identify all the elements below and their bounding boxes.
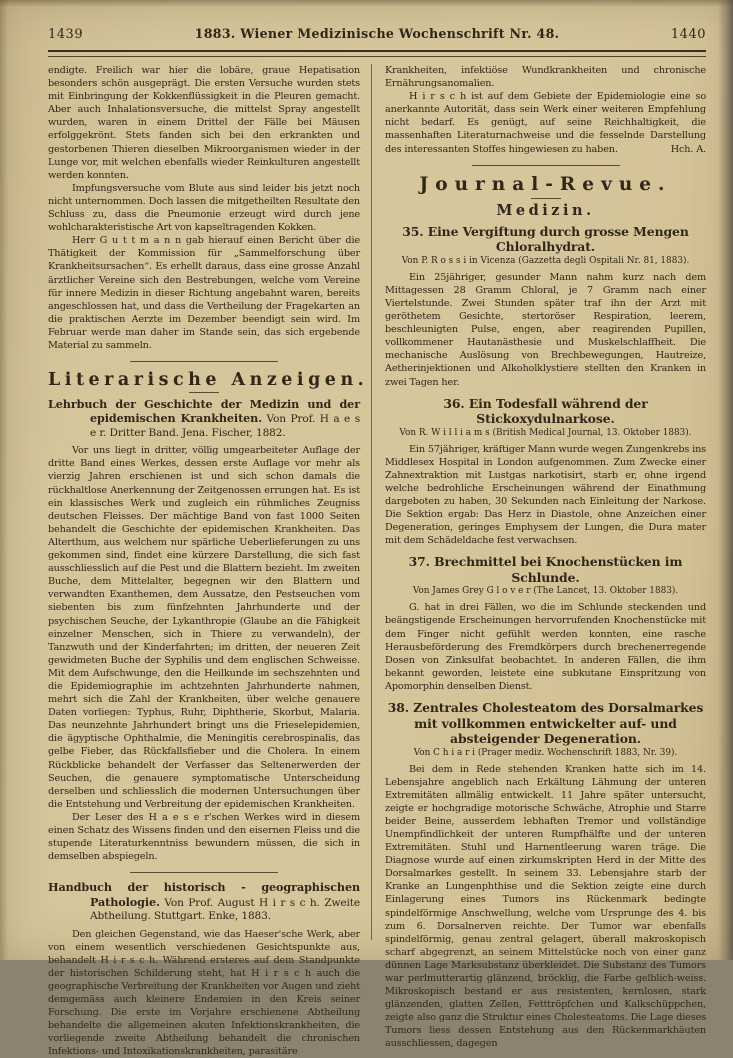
article-byline: Von R. W i l l i a m s (British Medical Journal, 13. Oktober 1883). (385, 428, 706, 439)
section-divider-rule (130, 361, 278, 362)
reviewer-signature: Hch. A. (647, 143, 706, 156)
book-review-paragraph: Den gleichen Gegenstand, wie das Haeser'sche Werk, aber von einem wesentlich verschiedenen Gesichtspunkte aus, behandelt H i r s c h. Während ersteres auf dem Standpunkte der historischen Schilderung steht, hat H i r s c h auch die geographische Verbreitung der Krankheiten vor Augen und zieht demgemäss auch kleinere Endemien in den Kreis seiner Forschung. Die erste im Vorjahre erschienene Abtheilung behandelte die allgemeinen akuten Infektionskrankheiten, die vorliegende zweite Abtheilung behandelt die chronischen Infektions- und Intoxikationskrankheiten, parasitäre (48, 928, 360, 1058)
page-top-edge-shadow (0, 0, 733, 7)
continuation-paragraph: endigte. Freilich war hier die lobäre, graue Hepatisation besonders schön ausgeprägt. Die ersten Versuche wurden stets mit Einbringung der Kokkenflüssigkeit in die Pleuren gemacht. Aber auch Inhalationsversuche, die mittelst Spray angestellt wurden, waren in einem Drittel der Fälle bei Mäusen erfolggekrönt. Stets fanden sich bei den erkrankten und gestorbenen Thieren dieselben Mikroorganismen wieder in der Lunge vor, mit welchen ebenfalls wieder Reinkulturen angestellt werden konnten. (48, 64, 360, 182)
book-review-paragraph: Vor uns liegt in dritter, völlig umgearbeiteter Auflage der dritte Band eines Werkes, dessen erste Auflage vor mehr als vierzig Jahren erschienen ist und sich schon damals die rückhaltlose Anerkennung der Zeitgenossen errungen hat. Es ist ein klassisches Werk und zugleich ein rühmliches Zeugniss deutschen Fleisses. Der mächtige Band von fast 1000 Seiten behandelt die Geschichte der epidemischen Krankheiten. Das Alterthum, aus welchem nur spärliche Ueberlieferungen zu uns gekommen sind, findet eine kürzere Darstellung, die sich fast ausschliesslich auf die Pest und die Blattern bezieht. Im zweiten Buche, dem Mittelalter, begegnen wir den Blattern und verwandten Exanthemen, dem Aussatze, den Pestseuchen vom siebenten bis zum fünfzehnten Jahrhunderte und der psychischen Seuche, der Lykanthropie (Glaube an die Fähigkeit einzelner Menschen, sich in Thiere zu verwandeln), der Tanzwuth und der Kinderfahrten; im dritten, der neueren Zeit gewidmeten Buche der Syphilis und dem englischen Schweisse. Mit dem Aufschwunge, den die Heilkunde im sechszehnten und die Epidemiographie im achtzehnten Jahrhunderte nahmen, mehrt sich die Zahl der Krankheiten, über welche genauere Daten vorliegen: Typhus, Ruhr, Diphtherie, Skorbut, Malaria. Das neunzehnte Jahrhundert bringt uns die Frieselepidemien, die ägyptische Ophthalmie, die Meningitis cerebrospinalis, das gelbe Fieber, das Rückfallsfieber und die Cholera. In einem Rückblicke behandelt der Verfasser das Seltenerwerden der Seuchen, die genauere symptomatische Unterscheidung derselben und schliesslich die modernen Untersuchungen über die Entstehung und Verbreitung der epidemischen Krankheiten. (48, 444, 360, 811)
page-header (48, 26, 706, 42)
article-title: 36. Ein Todesfall während der Stickoxydulnarkose. (387, 396, 704, 427)
section-divider-rule (472, 165, 620, 166)
article-title: 37. Brechmittel bei Knochenstücken im Schlunde. (387, 554, 704, 585)
article-38 (385, 700, 706, 1051)
right-column (372, 64, 706, 940)
section-heading-literarische-anzeigen: Literarische Anzeigen. (48, 370, 360, 390)
folio-left: 1439 (48, 27, 138, 42)
article-byline: Von C h i a r i (Prager mediz. Wochenschrift 1883, Nr. 39). (385, 748, 706, 759)
page-content (48, 26, 706, 940)
article-35 (385, 224, 706, 389)
page-right-edge-shadow (718, 0, 733, 960)
article-body: Ein 57jähriger, kräftiger Mann wurde wegen Zungenkrebs ins Middlesex Hospital in London aufgenommen. Zum Zwecke einer Zahnextraktion mit Lustgas narkotisirt, starb er, ohne irgend welche bedrohliche Erscheinungen während der Einathmung dargeboten zu haben, 30 Sekunden nach Einleitung der Narkose. Die Sektion ergab: Das Herz in Diastole, ohne Anzeichen einer Degeneration, geringes Emphysem der Lungen, die Dura mater mit dem Schädeldache fest verwachsen. (385, 443, 706, 548)
section-heading-journal-revue: Journal-Revue. (385, 174, 706, 196)
article-body: Bei dem in Rede stehenden Kranken hatte sich im 14. Lebensjahre angeblich nach Erkältung Lähmung der unteren Extremitäten allmälig entwickelt. 11 Jahre später untersucht, zeigte er hochgradige motorische Schwäche, Atrophie und Starre beider Beine, ausserdem lebhaften Tremor und vollständige Unempfindlichkeit der unteren Rumpfhälfte und der unteren Extremitäten. Stuhl und Harnentleerung waren träge. Die Diagnose wurde auf einen zirkumskripten Herd in der Mitte des Dorsalmarkes gestellt. In seinem 33. Lebensjahre starb der Kranke an Lungenphthise und die Sektion zeigte eine durch Einlagerung eines Tumors ins Rückenmark bedingte spindelförmige Anschwellung, welche vom Ursprunge des 4. bis zum 6. Dorsalnerven reichte. Der Tumor war ebenfalls spindelförmig, genau zentral gelagert, überall makroskopisch scharf abgegrenzt, an seinem Mittelstücke noch von einer ganz dünnen Lage Marksubstanz überkleidet. Die Substanz des Tumors war perlmutterartig glänzend, bröcklig, die Farbe gelblich-weiss. Mikroskopisch bestand er aus resistenten, kernlosen, stark glänzenden, glatten Zellen, Fetttröpfchen und Kalkschüppchen, zeigte also ganz die Struktur eines Cholesteatoms. Die Lage dieses Tumors liess dessen Entstehung aus den Rückenmarkhäuten ausschliessen, dagegen (385, 763, 706, 1051)
paragraph: Impfungsversuche vom Blute aus sind leider bis jetzt noch nicht unternommen. Doch lassen die mitgetheilten Resultate den Schluss zu, dass die Pneumonie erzeugt wird durch jene wohlcharakteristische Art von kapseltragenden Kokken. (48, 182, 360, 234)
article-37 (385, 554, 706, 693)
section-divider-rule (130, 872, 278, 873)
two-column-text (48, 64, 706, 940)
article-title: 35. Eine Vergiftung durch grosse Mengen Chloralhydrat. (387, 224, 704, 255)
book-imprint: Von Prof. H a e s e r. Dritter Band. Jena. Fischer, 1882. (90, 413, 360, 438)
book-review-paragraph: Der Leser des H a e s e r'schen Werkes wird in diesem einen Schatz des Wissens finden und den eisernen Fleiss und die stupende Literaturkenntniss bewundern müssen, die sich in demselben abspiegeln. (48, 811, 360, 863)
article-36 (385, 396, 706, 548)
left-column (48, 64, 372, 940)
book-entry-heading (48, 881, 360, 923)
subsection-heading-medizin: Medizin. (385, 204, 706, 217)
continuation-paragraph: Krankheiten, infektiöse Wundkrankheiten und chronische Ernährungsanomalien. (385, 64, 706, 90)
article-body: G. hat in drei Fällen, wo die im Schlunde steckenden und beängstigende Erscheinungen hervorrufenden Knochenstücke mit dem Finger nicht gefühlt werden konnten, eine rasche Herausbeförderung des Fremdkörpers durch brechenerregende Dosen von Zinksulfat beobachtet. In anderen Fällen, die ihm bekannt geworden, leistete eine subkutane Einspritzung von Apomorphin denselben Dienst. (385, 601, 706, 693)
paragraph: Herr G u t t m a n n gab hierauf einen Bericht über die Thätigkeit der Kommission für „Sammelforschung über Krankheitsursachen“. Es erhellt daraus, dass eine grosse Anzahl ärztlicher Vereine sich den Bestrebungen, welche vom Vereine für innere Medizin in dieser Richtung angebahnt waren, bereits angeschlossen hat, und dass die Vertheilung der Fragekarten an die praktischen Aerzte im Dezember beendigt sein wird. Im Februar werde man daher im Stande sein, das sich ergebende Material zu sammeln. (48, 234, 360, 352)
book-entry-heading (48, 398, 360, 440)
article-body: Ein 25jähriger, gesunder Mann nahm kurz nach dem Mittagessen 28 Gramm Chloral, je 7 Gramm nach einer Viertelstunde. Zwei Stunden später traf ihn der Arzt mit geröthetem Gesichte, stertoröser Respiration, leerem, beschleunigten Pulse, engen, aber reagirenden Pupillen, vollkommener Hautanästhesie und Muskelschlaffheit. Die mechanische Auslösung von Brechbewegungen, Hautreize, Aetherinjektionen und Alkoholklystiere stellten den Kranken in zwei Tagen her. (385, 271, 706, 389)
page-left-edge-shadow (0, 0, 8, 960)
article-byline: Von P. R o s s i in Vicenza (Gazzetta degli Ospitali Nr. 81, 1883). (385, 256, 706, 267)
book-title: Lehrbuch der Geschichte der Medizin und der epidemischen Krankheiten. (48, 397, 360, 425)
folio-right: 1440 (616, 27, 706, 42)
book-title: Handbuch der historisch - geographischen Pathologie. (48, 880, 360, 908)
heading-underline-rule (189, 392, 219, 393)
book-imprint: Von Prof. August H i r s c h. Zweite Abtheilung. Stuttgart. Enke, 1883. (90, 897, 360, 922)
header-double-rule (48, 50, 706, 57)
article-title: 38. Zentrales Cholesteatom des Dorsalmarkes mit vollkommen entwickelter auf- und absteigender Degeneration. (387, 700, 704, 747)
closing-paragraph: H i r s c h ist auf dem Gebiete der Epidemiologie eine so anerkannte Autorität, dass sein Werk einer weiteren Empfehlung nicht bedarf. Es genügt, auf seine Reichhaltigkeit, die massenhaften Literaturnachweise und die fesselnde Darstellung des interessanten Stoffes hingewiesen zu haben. (385, 91, 706, 154)
paragraph-with-signature (385, 90, 706, 155)
article-byline: Von James Grey G l o v e r (The Lancet, 13. Oktober 1883). (385, 586, 706, 597)
journal-title: 1883. Wiener Medizinische Wochenschrift Nr. 48. (138, 26, 616, 41)
heading-underline-rule (531, 198, 561, 199)
